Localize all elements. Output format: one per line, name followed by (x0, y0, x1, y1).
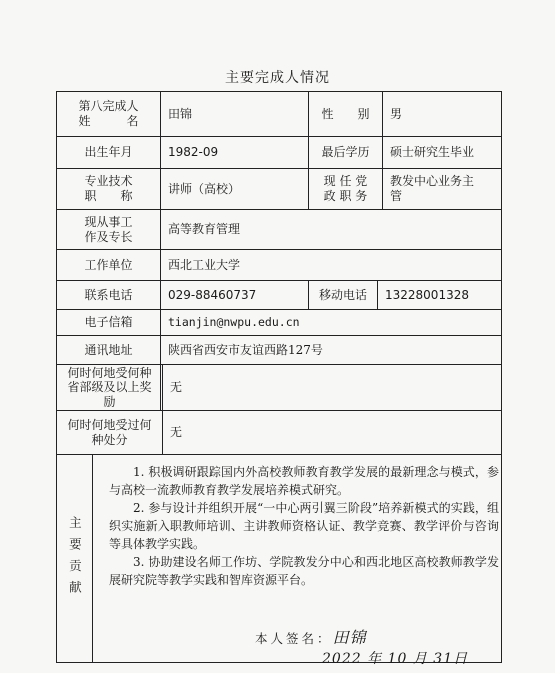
address-label: 通讯地址 (84, 342, 133, 357)
date-year-unit: 年 (367, 651, 383, 667)
contribution-label: 主要贡献 (67, 515, 83, 602)
contribution-item: 3. 协助建设名师工作坊、学院教发分中心和西北地区高校教师教学发展研究院等教学实践和智库资源平台。 (109, 555, 499, 587)
award-label: 何时何地受何种 省部级及以上奖 励 (67, 365, 152, 409)
signature-date (322, 648, 468, 668)
contribution-item: 1. 积极调研跟踪国内外高校教师教育教学发展的最新理念与模式，参与高校一流教师教育教学发展培养模式研究。 (109, 465, 499, 497)
email-value: tianjin@nwpu.edu.cn (168, 315, 300, 330)
award-value: 无 (170, 380, 183, 394)
date-day-unit: 日 (453, 651, 469, 667)
birth-label: 出生年月 (84, 145, 133, 159)
degree-label: 最后学历 (321, 145, 370, 159)
punishment-value: 无 (170, 425, 183, 439)
name-value: 田锦 (168, 106, 193, 121)
contribution-text (109, 463, 499, 589)
page-title: 主要完成人情况 (225, 70, 330, 86)
work-unit-value: 西北工业大学 (168, 257, 241, 272)
birth-value: 1982-09 (168, 145, 219, 159)
date-day: 31 (433, 651, 454, 667)
phone-value: 029-88460737 (168, 287, 257, 302)
current-work-value: 高等教育管理 (168, 222, 241, 236)
handwritten-signature: 田锦 (332, 628, 367, 647)
party-post-value: 教发中心业务主 管 (390, 174, 475, 203)
phone-label: 联系电话 (84, 287, 133, 302)
professional-title-label: 专业技术 职 称 (84, 174, 133, 203)
mobile-label: 移动电话 (318, 287, 367, 302)
current-work-label: 现从事工 作及专长 (84, 214, 133, 244)
date-month-unit: 月 (412, 651, 428, 667)
mobile-value: 13228001328 (385, 287, 469, 302)
gender-label: 性 别 (321, 106, 370, 121)
signature-label: 本人签名： (255, 631, 333, 646)
party-post-label: 现 任 党 政 职 务 (323, 174, 368, 203)
name-label: 第八完成人 姓 名 (78, 99, 139, 128)
gender-value: 男 (390, 106, 403, 121)
contribution-item: 2. 参与设计并组织开展“一中心两引翼三阶段”培养新模式的实践，组织实施新入职教师培训、主讲教师资格认证、教学竞赛、教学评价与咨询等具体教学实践。 (109, 501, 499, 551)
email-label: 电子信箱 (84, 315, 133, 329)
punishment-label: 何时何地受过何 种处分 (67, 417, 152, 447)
date-year: 2022 (322, 651, 362, 667)
personnel-info-table (56, 91, 502, 667)
work-unit-label: 工作单位 (84, 257, 133, 272)
signature-line (255, 625, 495, 648)
degree-value: 硕士研究生毕业 (390, 145, 475, 159)
address-value: 陕西省西安市友谊西路127号 (168, 342, 323, 357)
date-month: 10 (387, 651, 408, 667)
professional-title-value: 讲师（高校） (168, 181, 241, 196)
